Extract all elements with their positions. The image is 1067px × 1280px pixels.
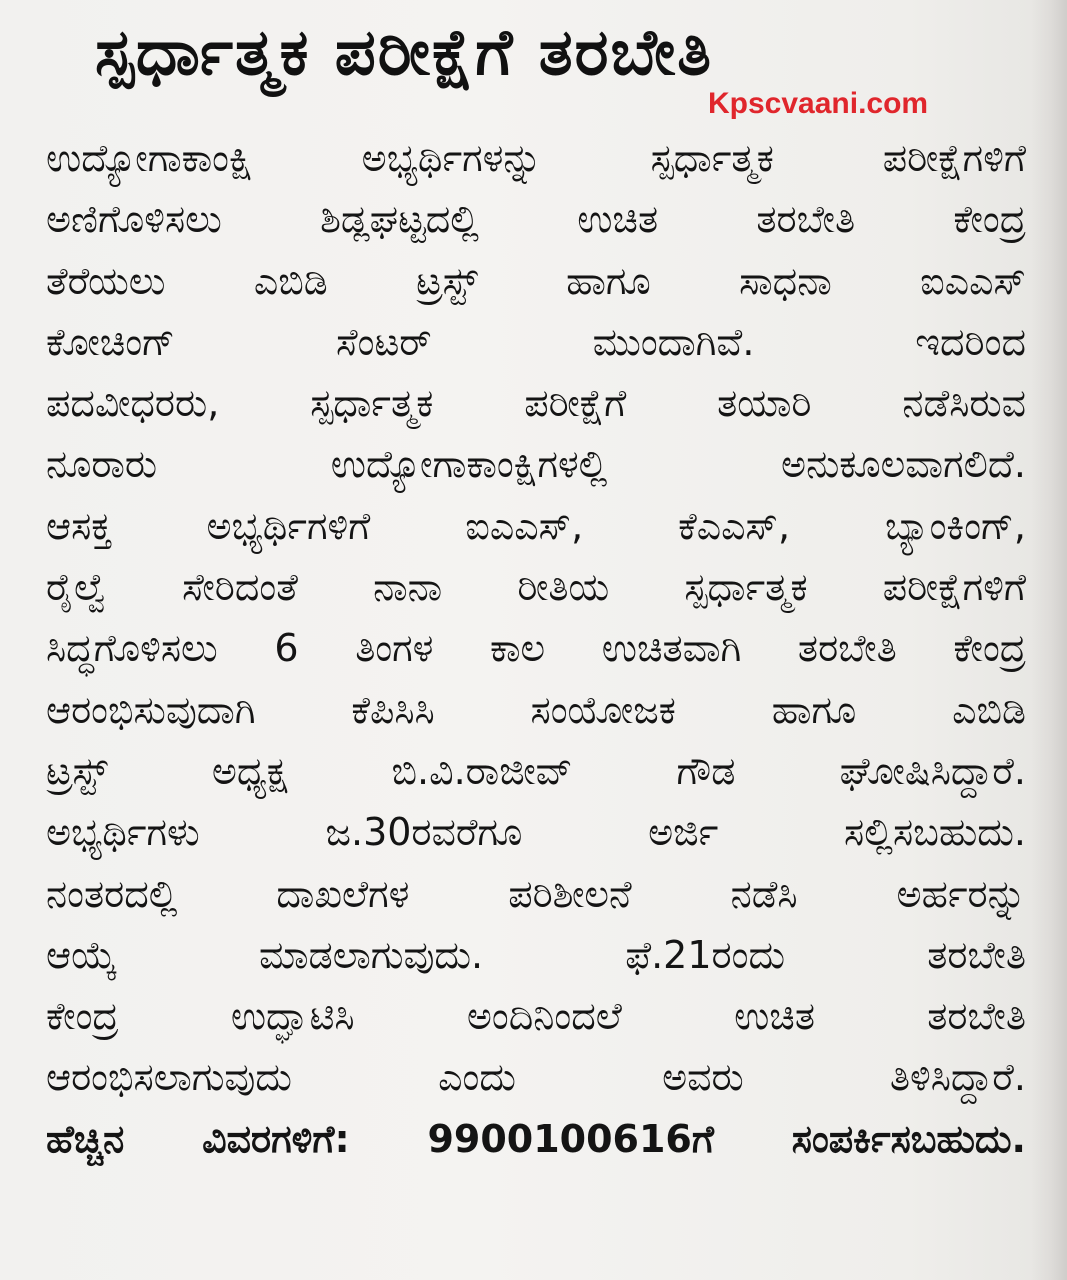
paper-edge-shadow [1031,0,1067,1280]
article-line: ಪದವೀಧರರು, ಸ್ಪರ್ಧಾತ್ಮಕ ಪರೀಕ್ಷೆಗೆ ತಯಾರಿ ನಡೆಸಿರುವ [46,381,1026,426]
article-line: ಉದ್ಯೋಗಾಕಾಂಕ್ಷಿ ಅಭ್ಯರ್ಥಿಗಳನ್ನು ಸ್ಪರ್ಧಾತ್ಮಕ ಪರೀಕ್ಷೆಗಳಿಗೆ [46,136,1026,180]
article-line: ರೈಲ್ವೆ ಸೇರಿದಂತೆ ನಾನಾ ರೀತಿಯ ಸ್ಪರ್ಧಾತ್ಮಕ ಪರೀಕ್ಷೆಗಳಿಗೆ [46,565,1026,610]
article-line: ಆರಂಭಿಸಲಾಗುವುದು ಎಂದು ಅವರು ತಿಳಿಸಿದ್ದಾರೆ. [46,1055,1026,1100]
article-line: ನೂರಾರು ಉದ್ಯೋಗಾಕಾಂಕ್ಷಿಗಳಲ್ಲಿ ಅನುಕೂಲವಾಗಲಿದೆ. [46,442,1026,487]
article-line: ಅಣಿಗೊಳಿಸಲು ಶಿಡ್ಲಘಟ್ಟದಲ್ಲಿ ಉಚಿತ ತರಬೇತಿ ಕೇಂದ್ರ [46,197,1026,242]
article-line: ಕೋಚಿಂಗ್ ಸೆಂಟರ್ ಮುಂದಾಗಿವೆ. ಇದರಿಂದ [46,319,1026,364]
article-line: ಕೇಂದ್ರ ಉದ್ಘಾಟಿಸಿ ಅಂದಿನಿಂದಲೆ ಉಚಿತ ತರಬೇತಿ [46,994,1026,1039]
article-line: ಸಿದ್ಧಗೊಳಿಸಲು 6 ತಿಂಗಳ ಕಾಲ ಉಚಿತವಾಗಿ ತರಬೇತಿ ಕೇಂದ್ರ [46,626,1026,671]
article-line: ಟ್ರಸ್ಟ್ ಅಧ್ಯಕ್ಷ ಬಿ.ವಿ.ರಾಜೀವ್ ಗೌಡ ಘೋಷಿಸಿದ್ದಾರೆ. [46,748,1026,793]
article-line: ಆರಂಭಿಸುವುದಾಗಿ ಕೆಪಿಸಿಸಿ ಸಂಯೋಜಕ ಹಾಗೂ ಎಬಿಡಿ [46,687,1026,732]
article-line: ಆಯ್ಕೆ ಮಾಡಲಾಗುವುದು. ಫೆ.21ರಂದು ತರಬೇತಿ [46,932,1026,977]
article-body [46,128,1026,1248]
article-line: ನಂತರದಲ್ಲಿ ದಾಖಲೆಗಳ ಪರಿಶೀಲನೆ ನಡೆಸಿ ಅರ್ಹರನ್ನು [46,871,1026,916]
article-line: ತೆರೆಯಲು ಎಬಿಡಿ ಟ್ರಸ್ಟ್ ಹಾಗೂ ಸಾಧನಾ ಐಎಎಸ್ [46,258,1026,303]
watermark: Kpscvaani.com [708,87,929,120]
contact-line: ಹೆಚ್ಚಿನ ವಿವರಗಳಿಗೆ: 9900100616ಗೆ ಸಂಪರ್ಕಿಸಬಹುದು. [46,1116,1026,1161]
article-line: ಅಭ್ಯರ್ಥಿಗಳು ಜ.30ರವರೆಗೂ ಅರ್ಜಿ ಸಲ್ಲಿಸಬಹುದು. [46,810,1026,855]
article-line: ಆಸಕ್ತ ಅಭ್ಯರ್ಥಿಗಳಿಗೆ ಐಎಎಸ್, ಕೆಎಎಸ್, ಬ್ಯಾಂಕಿಂಗ್, [46,503,1026,548]
headline: ಸ್ಪರ್ಧಾತ್ಮಕ ಪರೀಕ್ಷೆಗೆ ತರಬೇತಿ [95,16,714,90]
